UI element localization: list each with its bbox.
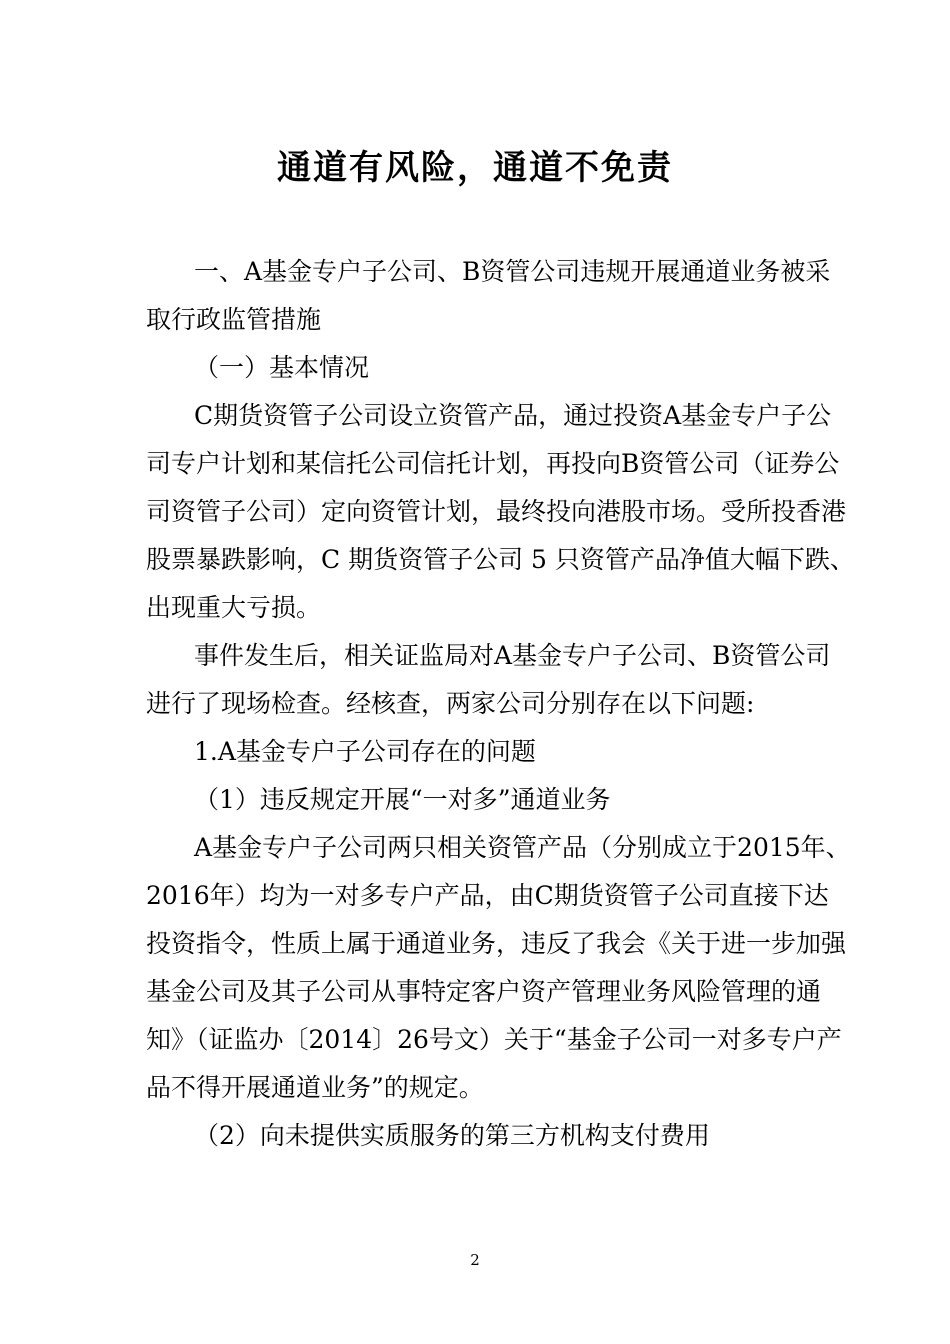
document-title: 通道有风险，通道不免责 — [277, 148, 673, 188]
paragraph-line: 知》（证监办〔2014〕26号文）关于“基金子公司一对多专户产 — [146, 1025, 842, 1054]
paragraph-line: 进行了现场检查。经核查，两家公司分别存在以下问题: — [146, 689, 755, 718]
page-number: 2 — [470, 1251, 480, 1269]
numbered-subheading: （1）违反规定开展“一对多”通道业务 — [194, 785, 611, 814]
paragraph-line: 司资管子公司）定向资管计划，最终投向港股市场。受所投香港 — [146, 497, 847, 526]
numbered-subheading: （2）向未提供实质服务的第三方机构支付费用 — [194, 1121, 710, 1150]
paragraph-line: C期货资管子公司设立资管产品，通过投资A基金专户子公 — [194, 401, 832, 430]
paragraph-line: 基金公司及其子公司从事特定客户资产管理业务风险管理的通 — [146, 977, 822, 1006]
numbered-heading: 1.A基金专户子公司存在的问题 — [194, 737, 536, 766]
paragraph-line: 股票暴跌影响，C 期货资管子公司 5 只资管产品净值大幅下跌、 — [146, 545, 855, 574]
paragraph-line: 司专户计划和某信托公司信托计划，再投向B资管公司（证券公 — [146, 449, 840, 478]
paragraph-line: 2016年）均为一对多专户产品，由C期货资管子公司直接下达 — [146, 881, 829, 910]
paragraph-line: 品不得开展通道业务”的规定。 — [146, 1073, 484, 1102]
paragraph-line: 投资指令，性质上属于通道业务，违反了我会《关于进一步加强 — [146, 929, 847, 958]
paragraph-line: 事件发生后，相关证监局对A基金专户子公司、B资管公司 — [194, 641, 831, 670]
section-heading-continued: 取行政监管措施 — [146, 305, 322, 334]
paragraph-line: A基金专户子公司两只相关资管产品（分别成立于2015年、 — [194, 833, 851, 862]
paragraph-line: 出现重大亏损。 — [146, 593, 322, 622]
section-heading: 一、A基金专户子公司、B资管公司违规开展通道业务被采 — [194, 257, 831, 286]
subsection-heading: （一）基本情况 — [194, 353, 370, 382]
